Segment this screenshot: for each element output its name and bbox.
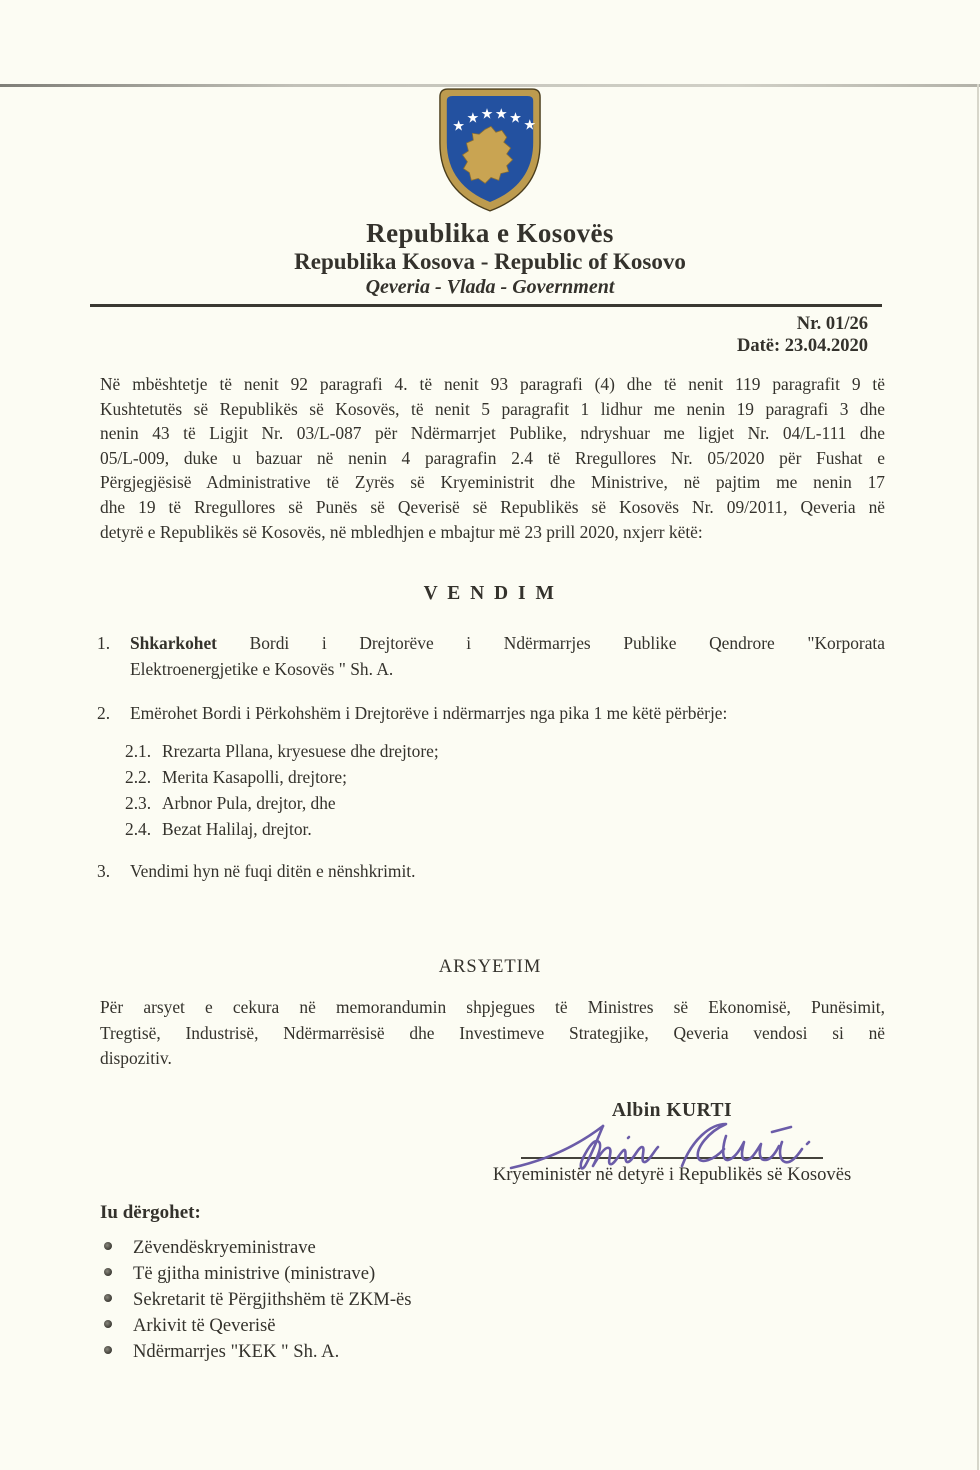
list-item xyxy=(100,1339,980,1365)
star-icon: ★ xyxy=(452,118,465,135)
subitem-text: Merita Kasapolli, drejtore; xyxy=(162,766,347,787)
item-text: Emërohet Bordi i Përkohshëm i Drejtorëve i ndërmarrjes nga pika 1 me këtë përbërje: xyxy=(130,703,728,724)
kosovo-coat-of-arms xyxy=(436,84,544,214)
distribution-label: Iu dërgohet: xyxy=(100,1201,201,1223)
star-icon: ★ xyxy=(494,106,508,123)
star-icon: ★ xyxy=(480,106,494,123)
recipient-text: Sekretarit të Përgjithshëm të ZKM-ës xyxy=(133,1289,412,1311)
subitem-text: Bezat Halilaj, drejtor. xyxy=(162,818,312,839)
bullet-icon xyxy=(104,1268,112,1276)
item1-line2: Elektroenergjetike e Kosovës " Sh. A. xyxy=(130,658,394,679)
item1-line1-rest: Bordi i Drejtorëve i Ndërmarrjes Publike Qendrore "Korporata xyxy=(216,633,885,654)
signatory-name: Albin KURTI xyxy=(611,1099,733,1121)
government-subtitle: Qeveria - Vlada - Government xyxy=(365,276,615,298)
recipient-text: Zëvendëskryeministrave xyxy=(133,1236,316,1258)
recipient-text: Ndërmarrjes "KEK " Sh. A. xyxy=(133,1341,340,1363)
signature-block xyxy=(472,1100,872,1186)
document-number: Nr. 01/26 xyxy=(796,314,868,334)
subitem-text: Arbnor Pula, drejtor, dhe xyxy=(162,792,336,813)
handwritten-signature xyxy=(507,1116,837,1174)
preamble-line: nenin 43 të Ligjit Nr. 03/L-087 për Ndërmarrjet Publike, ndryshuar me ligjet Nr. 04/L-111 dhe xyxy=(100,423,885,444)
subitem-number: 2.1. xyxy=(125,740,152,761)
preamble-line: Kushtetutës së Republikës së Kosovës, të nenit 5 paragrafit 1 lidhur me nenin 19 paragrafi 3 dhe xyxy=(100,398,885,419)
decision-item-1 xyxy=(97,631,885,682)
scan-artifact-right-edge xyxy=(977,84,979,1470)
list-item xyxy=(100,1313,980,1339)
list-item xyxy=(100,1235,980,1261)
item1-line1 xyxy=(130,631,885,657)
item-text xyxy=(130,631,885,682)
decision-subitems xyxy=(0,738,980,842)
preamble-line: dhe 19 të Rregullores së Punës së Qeverisë së Republikës së Kosovës Nr. 09/2011, Qeveria në xyxy=(100,496,885,517)
subitem-2-4 xyxy=(125,816,885,842)
list-item xyxy=(100,1287,980,1313)
republic-title-albanian: Republika e Kosovës xyxy=(366,218,614,248)
republic-title-multilingual: Republika Kosova - Republic of Kosovo xyxy=(294,249,686,274)
decision-item-2 xyxy=(97,701,885,727)
list-item xyxy=(100,1261,980,1287)
item-number: 2. xyxy=(97,703,111,724)
recipient-text: Arkivit të Qeverisë xyxy=(133,1315,276,1337)
reasoning-paragraph xyxy=(100,995,885,1072)
reasoning-heading: ARSYETIM xyxy=(438,957,542,978)
bullet-icon xyxy=(104,1294,112,1302)
star-icon: ★ xyxy=(466,110,480,127)
decision-heading: V E N D I M xyxy=(423,583,557,605)
item-text: Vendimi hyn në fuqi ditën e nënshkrimit. xyxy=(130,860,416,881)
bullet-icon xyxy=(104,1346,112,1354)
decision-item-3 xyxy=(97,859,885,885)
reasoning-line: dispozitiv. xyxy=(100,1048,172,1069)
bullet-icon xyxy=(104,1242,112,1250)
legal-preamble xyxy=(100,372,885,544)
document-meta xyxy=(0,314,868,357)
subitem-text: Rrezarta Pllana, kryesuese dhe drejtore; xyxy=(162,740,439,761)
distribution-list xyxy=(100,1235,980,1366)
subitem-2-2 xyxy=(125,764,885,790)
distribution-section xyxy=(100,1202,980,1366)
preamble-line: Përgjegjësisë Administrative të Zyrës së Kryeministrit dhe Ministrive, në pajtim me nenin 17 xyxy=(100,472,885,493)
item-number: 3. xyxy=(97,860,111,881)
preamble-line: 05/L-009, duke u bazuar në nenin 4 paragrafin 2.4 të Rregullores Nr. 05/2020 për Fushat e xyxy=(100,447,885,468)
star-icon: ★ xyxy=(509,110,522,127)
preamble-line: Në mbështetje të nenit 92 paragrafi 4. të nenit 93 paragrafi (4) dhe të nenit 119 paragrafit 9 të xyxy=(100,374,885,394)
signatory-title: Kryeministër në detyrë i Republikës së Kosovës xyxy=(492,1163,852,1185)
reasoning-line: Tregtisë, Industrisë, Ndërmarrësisë dhe Investimeve Strategjike, Qeveria vendosi si në xyxy=(100,1022,885,1043)
scan-artifact-top-edge xyxy=(0,84,980,87)
subitem-number: 2.2. xyxy=(125,766,152,787)
reasoning-line: Për arsyet e cekura në memorandumin shpjegues të Ministres së Ekonomisë, Punësimit, xyxy=(100,997,885,1018)
star-icon: ★ xyxy=(523,117,537,134)
recipient-text: Të gjitha ministrive (ministrave) xyxy=(133,1262,376,1284)
preamble-line: detyrë e Republikës së Kosovës, në mbledhjen e mbajtur më 23 prill 2020, nxjerr këtë: xyxy=(100,521,703,542)
item1-bold-lead: Shkarkohet xyxy=(130,633,217,654)
subitem-number: 2.4. xyxy=(125,818,152,839)
bullet-icon xyxy=(104,1320,112,1328)
document-date: Datë: 23.04.2020 xyxy=(736,335,868,356)
subitem-2-1 xyxy=(125,738,885,764)
subitem-number: 2.3. xyxy=(125,792,152,813)
subitem-2-3 xyxy=(125,790,885,816)
item-number: 1. xyxy=(97,633,111,654)
header-divider xyxy=(90,304,882,307)
